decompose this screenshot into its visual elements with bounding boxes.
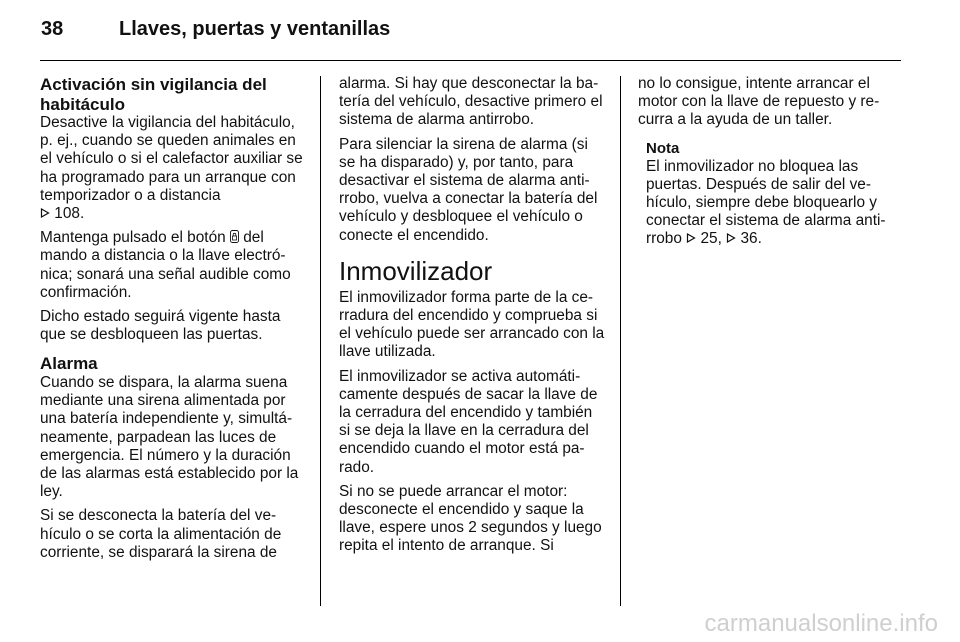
paragraph-alarma-2: Si se desconecta la batería del ve-hículo o se corta la alimentación de corriente, se disparará la sirena de	[40, 507, 282, 561]
column-2	[339, 75, 605, 556]
paragraph-text: Mantenga pulsado el botón	[40, 229, 230, 247]
page-reference[interactable]: 36.	[740, 230, 762, 248]
section-heading-alarma: Alarma	[40, 354, 98, 374]
paragraph-text: Desactive la vigilancia del habitáculo, p. ej., cuando se queden animales en el vehículo o si el calefactor auxiliar se ha programado para un arranque con temporizador o a distancia	[40, 114, 303, 204]
page-number: 38	[41, 18, 64, 40]
page-reference[interactable]: 108.	[54, 205, 85, 223]
watermark: carmanualsonline.info	[704, 610, 938, 637]
paragraph-alarma-2-continued: alarma. Si hay que desconectar la ba-tería del vehículo, desactive primero el sistema de alarma antirrobo.	[339, 75, 603, 129]
header-rule	[40, 60, 901, 61]
note-text	[646, 158, 900, 249]
paragraph-activacion-2	[40, 229, 306, 302]
note-title: Nota	[646, 139, 680, 157]
triangle-right-icon	[40, 208, 50, 218]
paragraph-text: El inmovilizador no bloquea las puertas. Después de salir del ve-hículo, siempre debe bloquearlo y conectar el sistema de alarma anti-rrobo	[646, 157, 886, 248]
column-divider-2	[620, 76, 621, 606]
section-heading-activacion: Activación sin vigilancia del habitáculo	[40, 75, 267, 114]
column-3	[638, 75, 900, 255]
paragraph-alarma-1: Cuando se dispara, la alarma suena mediante una sirena alimentada por una batería independiente y, simultá-neamente, parpadean las luces de emergencia. El número y la duración de las alarmas está establecido por la ley.	[40, 373, 299, 501]
triangle-right-icon	[686, 233, 696, 243]
triangle-right-icon	[726, 233, 736, 243]
paragraph-alarma-3: Para silenciar la sirena de alarma (si se ha disparado) y, por tanto, para desactivar el sistema de alarma anti-rrobo, vuelva a conectar la batería del vehículo y desbloquee el vehículo o conecte el encendido.	[339, 135, 598, 244]
paragraph-text: del mando a distancia o la llave electró-nica; sonará una señal audible como confirmación.	[40, 229, 291, 301]
section-heading-inmovilizador: Inmovilizador	[339, 255, 493, 286]
paragraph-activacion-1	[40, 114, 306, 223]
paragraph-inmovilizador-2: El inmovilizador se activa automáti-camente después de sacar la llave de la cerradura del encendido y también si se deja la llave en la cerradura del encendido cuando el motor está pa-rado.	[339, 367, 598, 476]
lock-button-icon	[230, 230, 239, 243]
column-divider-1	[320, 76, 321, 606]
page-title: Llaves, puertas y ventanillas	[119, 18, 391, 40]
paragraph-activacion-3: Dicho estado seguirá vigente hasta que se desbloqueen las puertas.	[40, 308, 281, 344]
paragraph-inmovilizador-3-continued: no lo consigue, intente arrancar el motor con la llave de repuesto y re-curra a la ayuda de un taller.	[638, 75, 880, 129]
note-box	[646, 140, 900, 249]
column-1	[40, 75, 306, 562]
paragraph-inmovilizador-1: El inmovilizador forma parte de la ce-rradura del encendido y comprueba si el vehículo puede ser arrancado con la llave utilizada.	[339, 288, 605, 361]
page-reference[interactable]: 25,	[700, 230, 722, 248]
paragraph-inmovilizador-3: Si no se puede arrancar el motor: desconecte el encendido y saque la llave, espere unos 2 segundos y luego repita el intento de arranque. Si	[339, 482, 602, 555]
page-header	[41, 18, 390, 41]
